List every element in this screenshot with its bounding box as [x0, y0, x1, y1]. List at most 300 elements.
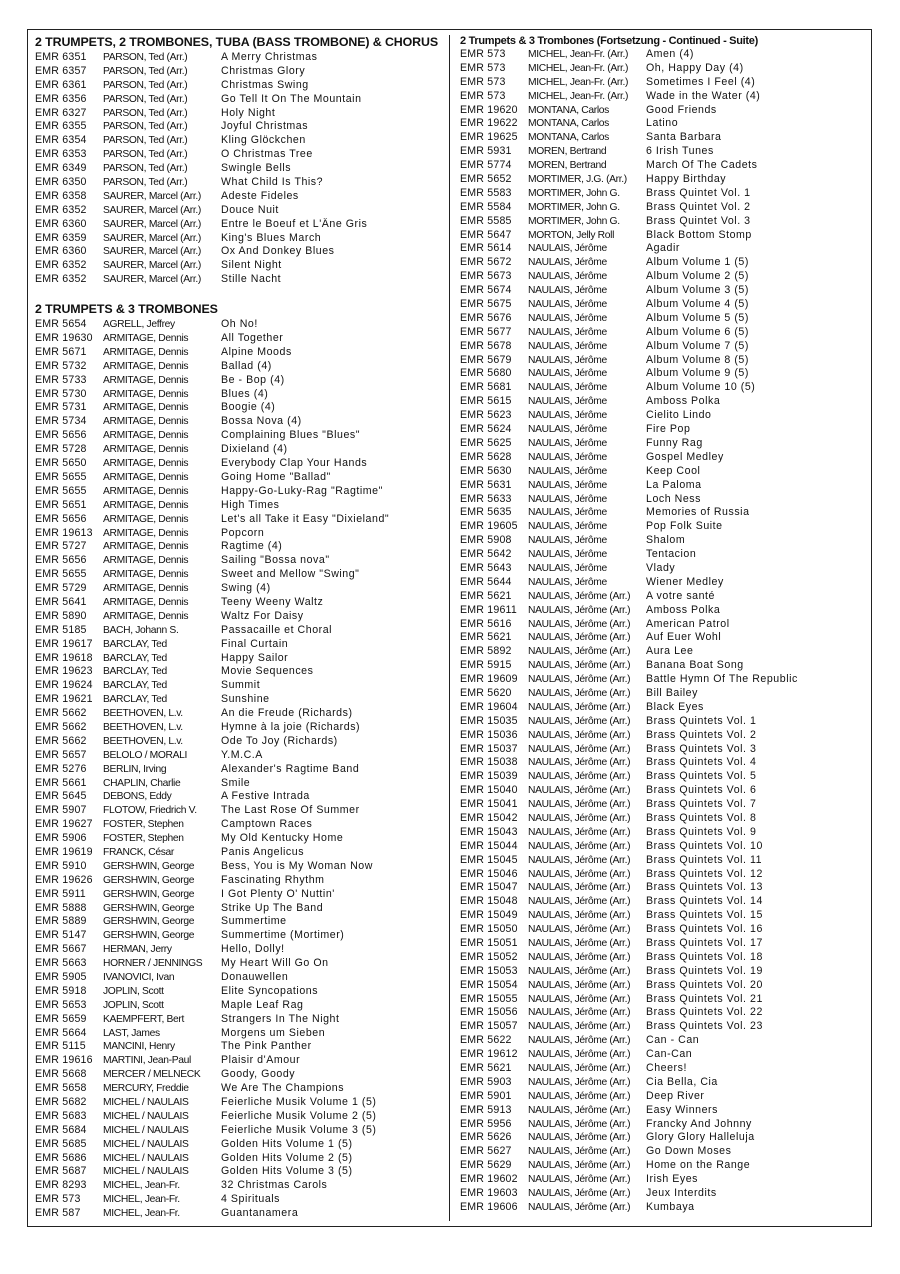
composer-name: NAULAIS, Jérôme (Arr.) — [528, 771, 631, 783]
catalog-number: EMR 5614 — [460, 242, 512, 255]
catalog-entry — [35, 763, 443, 777]
catalog-number: EMR 5654 — [35, 318, 87, 331]
work-title: Sunshine — [221, 693, 270, 706]
catalog-number: EMR 15048 — [460, 895, 518, 908]
work-title: Golden Hits Volume 3 (5) — [221, 1165, 353, 1178]
composer-name: PARSON, Ted (Arr.) — [103, 65, 188, 77]
catalog-number: EMR 15047 — [460, 881, 518, 894]
catalog-number: EMR 5662 — [35, 720, 87, 733]
work-title: Album Volume 10 (5) — [646, 381, 756, 394]
work-title: Donauwellen — [221, 971, 289, 983]
catalog-entry — [460, 1076, 868, 1090]
work-title: Fire Pop — [646, 423, 691, 436]
work-title: Brass Quintets Vol. 18 — [646, 950, 763, 963]
catalog-entry — [35, 346, 443, 360]
catalog-entry — [35, 1124, 443, 1138]
work-title: Aura Lee — [646, 645, 694, 658]
work-title: Brass Quintets Vol. 9 — [646, 825, 757, 838]
composer-name: MICHEL, Jean-Fr. (Arr.) — [528, 90, 629, 102]
work-title: Happy Birthday — [646, 173, 727, 186]
catalog-number: EMR 5633 — [460, 492, 512, 505]
catalog-entry — [35, 860, 443, 874]
composer-name: MONTANA, Carlos — [528, 104, 609, 116]
work-title: Ragtime (4) — [221, 540, 283, 553]
composer-name: NAULAIS, Jérôme — [528, 479, 607, 491]
work-title: Happy Sailor — [221, 651, 289, 664]
composer-name: NAULAIS, Jérôme (Arr.) — [528, 785, 631, 797]
catalog-entry — [35, 554, 443, 568]
composer-name: NAULAIS, Jérôme (Arr.) — [528, 618, 631, 630]
catalog-entry — [460, 687, 868, 701]
catalog-entry — [35, 1068, 443, 1082]
catalog-entry — [35, 527, 443, 541]
work-title: Blues (4) — [221, 387, 269, 400]
composer-name: HERMAN, Jerry — [103, 944, 172, 956]
catalog-number: EMR 19620 — [460, 103, 518, 116]
work-title: Brass Quintets Vol. 15 — [646, 909, 763, 922]
catalog-entry — [35, 1207, 443, 1221]
catalog-number: EMR 5621 — [460, 631, 512, 644]
catalog-entry — [460, 909, 868, 923]
work-title: Santa Barbara — [646, 131, 722, 144]
catalog-number: EMR 6360 — [35, 217, 87, 230]
catalog-entry — [460, 465, 868, 479]
work-title: Keep Cool — [646, 464, 701, 477]
catalog-entry — [460, 576, 868, 590]
work-title: Golden Hits Volume 1 (5) — [221, 1137, 353, 1150]
catalog-entry — [460, 201, 868, 215]
catalog-number: EMR 5642 — [460, 548, 512, 561]
catalog-number: EMR 5631 — [460, 478, 512, 491]
catalog-entry — [460, 784, 868, 798]
composer-name: NAULAIS, Jérôme — [528, 396, 607, 408]
composer-name: ARMITAGE, Dennis — [103, 458, 189, 470]
work-title: Brass Quintets Vol. 23 — [646, 1020, 763, 1033]
catalog-entry — [460, 187, 868, 201]
catalog-number: EMR 19603 — [460, 1187, 518, 1200]
composer-name: NAULAIS, Jérôme (Arr.) — [528, 938, 631, 949]
catalog-entry — [460, 979, 868, 993]
work-title: My Old Kentucky Home — [221, 832, 344, 845]
catalog-entry — [460, 701, 868, 715]
composer-name: ARMITAGE, Dennis — [103, 555, 189, 567]
work-title: Brass Quintet Vol. 1 — [646, 186, 751, 199]
composer-name: NAULAIS, Jérôme — [528, 299, 607, 311]
catalog-number: EMR 6358 — [35, 189, 87, 202]
catalog-number: EMR 5620 — [460, 686, 512, 699]
work-title: Wiener Medley — [646, 575, 724, 588]
catalog-entry — [35, 162, 443, 176]
composer-name: MICHEL, Jean-Fr. (Arr.) — [528, 49, 629, 60]
catalog-number: EMR 15051 — [460, 937, 518, 949]
composer-name: MERCURY, Freddie — [103, 1083, 189, 1095]
catalog-entry — [35, 652, 443, 666]
catalog-number: EMR 6359 — [35, 231, 87, 244]
catalog-number: EMR 5645 — [35, 790, 87, 803]
composer-name: NAULAIS, Jérôme (Arr.) — [528, 993, 631, 1005]
work-title: My Heart Will Go On — [221, 957, 329, 970]
catalog-entry — [35, 735, 443, 749]
catalog-number: EMR 5630 — [460, 464, 512, 477]
catalog-entry — [460, 840, 868, 854]
composer-name: ARMITAGE, Dennis — [103, 513, 189, 525]
catalog-number: EMR 5583 — [460, 186, 512, 199]
catalog-number: EMR 5729 — [35, 582, 87, 595]
catalog-entry — [35, 985, 443, 999]
catalog-entry — [35, 1096, 443, 1110]
work-title: Teeny Weeny Waltz — [221, 595, 324, 608]
catalog-entry — [35, 790, 443, 804]
composer-name: BEETHOVEN, L.v. — [103, 735, 183, 747]
work-title: Adeste Fideles — [221, 189, 299, 202]
composer-name: GERSHWIN, George — [103, 888, 195, 900]
catalog-entry — [460, 868, 868, 882]
catalog-number: EMR 19621 — [35, 693, 93, 706]
catalog-entry — [460, 1048, 868, 1062]
catalog-entry — [460, 381, 868, 395]
work-title: 4 Spirituals — [221, 1193, 281, 1206]
work-title: Auf Euer Wohl — [646, 631, 722, 644]
catalog-entry — [35, 624, 443, 638]
catalog-entry — [460, 340, 868, 354]
composer-name: ARMITAGE, Dennis — [103, 416, 189, 428]
composer-name: DEBONS, Eddy — [103, 791, 172, 803]
catalog-number: EMR 6350 — [35, 176, 87, 189]
catalog-entry — [460, 506, 868, 520]
work-title: Brass Quintets Vol. 8 — [646, 811, 757, 824]
catalog-number: EMR 5674 — [460, 284, 512, 297]
composer-name: NAULAIS, Jérôme — [528, 576, 607, 588]
composer-name: PARSON, Ted (Arr.) — [103, 163, 188, 175]
catalog-entry — [460, 1145, 868, 1159]
catalog-number: EMR 19602 — [460, 1173, 518, 1186]
catalog-entry — [460, 48, 868, 62]
work-title: Goody, Goody — [221, 1068, 296, 1081]
composer-name: MICHEL / NAULAIS — [103, 1097, 189, 1109]
work-title: Maple Leaf Rag — [221, 998, 304, 1011]
composer-name: BERLIN, Irving — [103, 763, 167, 775]
catalog-entry — [460, 215, 868, 229]
composer-name: NAULAIS, Jérôme (Arr.) — [528, 1188, 631, 1200]
catalog-entry — [460, 395, 868, 409]
work-title: All Together — [221, 332, 284, 345]
composer-name: MANCINI, Henry — [103, 1041, 175, 1053]
work-title: We Are The Champions — [221, 1082, 345, 1095]
catalog-entry — [460, 715, 868, 729]
composer-name: ARMITAGE, Dennis — [103, 596, 189, 608]
composer-name: BARCLAY, Ted — [103, 666, 167, 678]
work-title: What Child Is This? — [221, 176, 324, 189]
catalog-number: EMR 5664 — [35, 1026, 87, 1039]
catalog-number: EMR 5276 — [35, 762, 87, 775]
composer-name: MORTIMER, J.G. (Arr.) — [528, 174, 627, 186]
catalog-entry — [460, 673, 868, 687]
catalog-entry — [460, 770, 868, 784]
composer-name: MICHEL, Jean-Fr. — [103, 1194, 180, 1206]
catalog-entry — [35, 190, 443, 204]
work-title: Sometimes I Feel (4) — [646, 75, 756, 88]
work-title: Album Volume 5 (5) — [646, 311, 749, 324]
composer-name: GERSHWIN, George — [103, 902, 195, 914]
work-title: Pop Folk Suite — [646, 520, 723, 533]
composer-name: GERSHWIN, George — [103, 860, 195, 872]
catalog-number: EMR 5679 — [460, 353, 512, 366]
catalog-number: EMR 15052 — [460, 950, 518, 963]
catalog-entry — [460, 493, 868, 507]
composer-name: ARMITAGE, Dennis — [103, 374, 189, 386]
work-title: Agadir — [646, 242, 680, 255]
composer-name: PARSON, Ted (Arr.) — [103, 52, 188, 63]
catalog-entry — [35, 1165, 443, 1179]
work-title: Summit — [221, 679, 261, 692]
catalog-number: EMR 573 — [460, 48, 506, 60]
catalog-number: EMR 5684 — [35, 1123, 87, 1136]
work-title: Brass Quintets Vol. 14 — [646, 895, 763, 908]
catalog-number: EMR 5652 — [460, 173, 512, 186]
work-title: Memories of Russia — [646, 506, 750, 519]
composer-name: MONTANA, Carlos — [528, 132, 609, 144]
catalog-number: EMR 573 — [460, 89, 506, 102]
composer-name: ARMITAGE, Dennis — [103, 402, 189, 414]
work-title: Loch Ness — [646, 492, 702, 505]
catalog-entry — [35, 971, 443, 985]
catalog-number: EMR 5657 — [35, 748, 87, 761]
catalog-entry — [460, 520, 868, 534]
composer-name: LAST, James — [103, 1027, 160, 1039]
composer-name: JOPLIN, Scott — [103, 999, 164, 1011]
composer-name: ARMITAGE, Dennis — [103, 471, 189, 483]
composer-name: NAULAIS, Jérôme (Arr.) — [528, 743, 631, 755]
work-title: Brass Quintet Vol. 3 — [646, 214, 751, 227]
work-title: Entre le Boeuf et L'Âne Gris — [221, 217, 368, 230]
catalog-entry — [460, 284, 868, 298]
catalog-entry — [35, 204, 443, 218]
catalog-number: EMR 5585 — [460, 214, 512, 227]
catalog-number: EMR 5734 — [35, 415, 87, 428]
catalog-number: EMR 5658 — [35, 1082, 87, 1095]
composer-name: BEETHOVEN, L.v. — [103, 708, 183, 720]
composer-name: NAULAIS, Jérôme (Arr.) — [528, 1063, 631, 1075]
work-title: A Merry Christmas — [221, 51, 318, 63]
catalog-number: EMR 573 — [460, 75, 506, 88]
composer-name: NAULAIS, Jérôme (Arr.) — [528, 910, 631, 922]
composer-name: BELOLO / MORALI — [103, 749, 188, 761]
work-title: Cielito Lindo — [646, 409, 712, 422]
catalog-number: EMR 15054 — [460, 978, 518, 991]
catalog-number: EMR 5147 — [35, 929, 87, 942]
catalog-number: EMR 15045 — [460, 853, 518, 866]
catalog-number: EMR 5888 — [35, 901, 87, 914]
work-title: Bill Bailey — [646, 686, 698, 699]
work-title: Brass Quintets Vol. 17 — [646, 937, 763, 949]
catalog-number: EMR 5733 — [35, 373, 87, 386]
catalog-entry — [35, 540, 443, 554]
composer-name: MICHEL / NAULAIS — [103, 1110, 189, 1122]
work-title: Popcorn — [221, 526, 265, 539]
work-title: March Of The Cadets — [646, 159, 758, 172]
work-title: Everybody Clap Your Hands — [221, 457, 368, 470]
catalog-number: EMR 5643 — [460, 561, 512, 574]
composer-name: NAULAIS, Jérôme (Arr.) — [528, 951, 631, 963]
catalog-number: EMR 5621 — [460, 589, 512, 602]
composer-name: NAULAIS, Jérôme — [528, 451, 607, 463]
composer-name: NAULAIS, Jérôme (Arr.) — [528, 1104, 631, 1116]
catalog-entry — [35, 218, 443, 232]
catalog-entry — [35, 176, 443, 190]
catalog-entry — [35, 457, 443, 471]
catalog-number: EMR 6356 — [35, 92, 87, 105]
catalog-number: EMR 15039 — [460, 770, 518, 783]
composer-name: NAULAIS, Jérôme — [528, 312, 607, 324]
work-title: A votre santé — [646, 589, 715, 602]
composer-name: NAULAIS, Jérôme — [528, 285, 607, 297]
catalog-number: EMR 19606 — [460, 1200, 518, 1213]
catalog-entry — [460, 1187, 868, 1201]
composer-name: CHAPLIN, Charlie — [103, 777, 181, 789]
catalog-entry — [35, 568, 443, 582]
work-title: Summertime (Mortimer) — [221, 929, 345, 942]
work-title: King's Blues March — [221, 231, 322, 244]
catalog-entry — [35, 401, 443, 415]
work-title: Dixieland (4) — [221, 443, 288, 456]
work-title: Album Volume 7 (5) — [646, 339, 749, 352]
composer-name: NAULAIS, Jérôme — [528, 340, 607, 352]
catalog-entry — [35, 232, 443, 246]
catalog-entry — [35, 1027, 443, 1041]
catalog-number: EMR 5667 — [35, 943, 87, 956]
work-title: Feierliche Musik Volume 2 (5) — [221, 1109, 377, 1122]
catalog-entry — [35, 902, 443, 916]
catalog-number: EMR 5624 — [460, 423, 512, 436]
catalog-number: EMR 5910 — [35, 859, 87, 872]
catalog-number: EMR 5892 — [460, 645, 512, 658]
catalog-number: EMR 5732 — [35, 359, 87, 372]
catalog-number: EMR 5185 — [35, 623, 87, 636]
catalog-entry — [460, 743, 868, 757]
catalog-number: EMR 5668 — [35, 1068, 87, 1081]
catalog-number: EMR 5680 — [460, 367, 512, 380]
work-title: American Patrol — [646, 617, 730, 630]
catalog-entry — [460, 1201, 868, 1215]
catalog-entry — [460, 451, 868, 465]
work-title: Good Friends — [646, 103, 717, 116]
catalog-number: EMR 19630 — [35, 332, 93, 345]
catalog-number: EMR 5661 — [35, 776, 87, 789]
work-title: The Last Rose Of Summer — [221, 804, 360, 817]
work-title: Ox And Donkey Blues — [221, 245, 335, 258]
composer-name: MORTIMER, John G. — [528, 201, 620, 213]
work-title: Jeux Interdits — [646, 1187, 717, 1200]
catalog-entry — [460, 159, 868, 173]
work-title: Go Tell It On The Mountain — [221, 92, 362, 105]
catalog-number: EMR 5727 — [35, 540, 87, 553]
composer-name: NAULAIS, Jérôme (Arr.) — [528, 632, 631, 644]
composer-name: MICHEL / NAULAIS — [103, 1166, 189, 1178]
catalog-number: EMR 15055 — [460, 992, 518, 1005]
work-title: Album Volume 2 (5) — [646, 270, 749, 283]
work-title: I Got Plenty O' Nuttin' — [221, 887, 335, 900]
work-title: Brass Quintets Vol. 21 — [646, 992, 763, 1005]
composer-name: NAULAIS, Jérôme (Arr.) — [528, 868, 631, 880]
catalog-entry — [35, 374, 443, 388]
catalog-number: EMR 19605 — [460, 520, 518, 533]
composer-name: ARMITAGE, Dennis — [103, 360, 189, 372]
catalog-number: EMR 5730 — [35, 387, 87, 400]
catalog-entry — [460, 590, 868, 604]
catalog-entry — [35, 332, 443, 346]
catalog-number: EMR 5728 — [35, 443, 87, 456]
work-title: Brass Quintets Vol. 13 — [646, 881, 763, 894]
work-title: High Times — [221, 498, 280, 511]
catalog-number: EMR 19622 — [460, 117, 518, 130]
catalog-entry — [35, 832, 443, 846]
composer-name: SAURER, Marcel (Arr.) — [103, 218, 201, 230]
work-title: Hello, Dolly! — [221, 943, 285, 956]
catalog-entry — [460, 895, 868, 909]
section-heading: 2 TRUMPETS, 2 TROMBONES, TUBA (BASS TROMBONE) & CHORUS — [35, 35, 439, 49]
catalog-entry — [35, 610, 443, 624]
composer-name: AGRELL, Jeffrey — [103, 319, 175, 331]
work-title: Feierliche Musik Volume 1 (5) — [221, 1096, 377, 1109]
catalog-number: EMR 5622 — [460, 1034, 512, 1047]
catalog-number: EMR 5628 — [460, 450, 512, 463]
work-title: Panis Angelicus — [221, 845, 305, 858]
catalog-entry — [460, 312, 868, 326]
composer-name: MICHEL / NAULAIS — [103, 1124, 189, 1136]
catalog-number: EMR 5908 — [460, 534, 512, 547]
catalog-entry — [460, 965, 868, 979]
composer-name: GERSHWIN, George — [103, 874, 195, 886]
catalog-entry — [460, 409, 868, 423]
catalog-entry — [35, 846, 443, 860]
catalog-entry — [460, 242, 868, 256]
catalog-entry — [460, 256, 868, 270]
catalog-number: EMR 15049 — [460, 909, 518, 922]
work-title: Strike Up The Band — [221, 901, 324, 914]
composer-name: MICHEL / NAULAIS — [103, 1138, 189, 1150]
catalog-number: EMR 5673 — [460, 270, 512, 283]
composer-name: BARCLAY, Ted — [103, 694, 167, 706]
catalog-entry — [35, 1082, 443, 1096]
catalog-entry — [460, 1159, 868, 1173]
catalog-entry — [460, 631, 868, 645]
composer-name: NAULAIS, Jérôme — [528, 507, 607, 519]
catalog-number: EMR 19604 — [460, 700, 518, 713]
composer-name: NAULAIS, Jérôme (Arr.) — [528, 1160, 631, 1172]
column-divider — [449, 35, 450, 1221]
composer-name: GERSHWIN, George — [103, 916, 195, 928]
work-title: Brass Quintets Vol. 12 — [646, 867, 763, 880]
catalog-entry — [460, 76, 868, 90]
catalog-entry — [460, 729, 868, 743]
catalog-entry — [460, 367, 868, 381]
work-title: The Pink Panther — [221, 1040, 312, 1053]
catalog-number: EMR 6327 — [35, 106, 87, 119]
work-title: Amen (4) — [646, 48, 694, 60]
composer-name: FOSTER, Stephen — [103, 833, 184, 845]
catalog-number: EMR 573 — [460, 61, 506, 74]
composer-name: ARMITAGE, Dennis — [103, 485, 189, 497]
composer-name: MOREN, Bertrand — [528, 146, 607, 158]
composer-name: NAULAIS, Jérôme (Arr.) — [528, 896, 631, 908]
section-heading: 2 TRUMPETS & 3 TROMBONES — [35, 302, 218, 317]
catalog-number: EMR 19627 — [35, 818, 93, 831]
composer-name: MARTINI, Jean-Paul — [103, 1055, 191, 1067]
work-title: Francky And Johnny — [646, 1117, 752, 1130]
composer-name: PARSON, Ted (Arr.) — [103, 149, 188, 161]
composer-name: MICHEL, Jean-Fr. (Arr.) — [528, 76, 629, 88]
work-title: Christmas Glory — [221, 64, 306, 77]
